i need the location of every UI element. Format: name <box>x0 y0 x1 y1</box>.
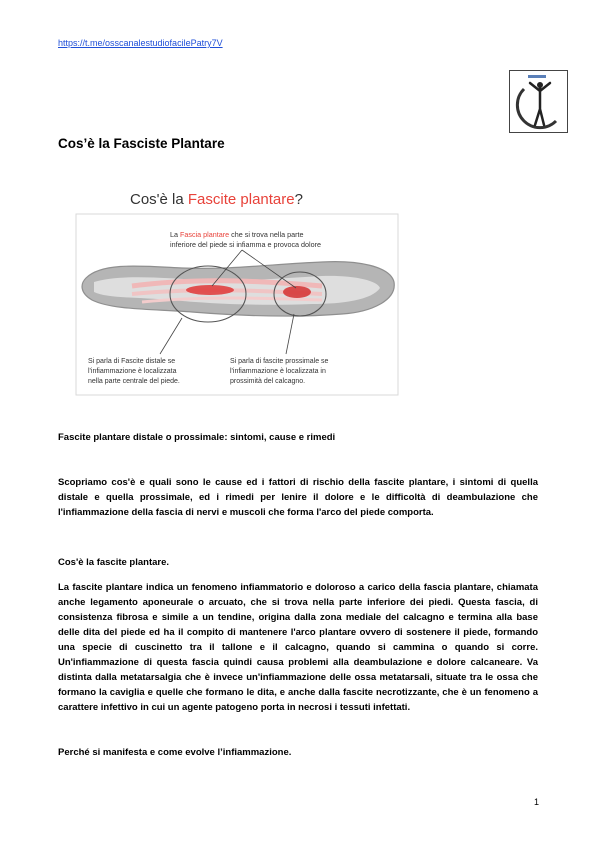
svg-text:Cos'è la Fascite plantare? <box>130 191 303 208</box>
section-heading-why: Perché si manifesta e come evolve l’infiammazione. <box>58 747 292 758</box>
section-heading-what-is: Cos'è la fascite plantare. <box>58 557 170 568</box>
subtitle: Fascite plantare distale o prossimale: sintomi, cause e rimedi <box>58 432 336 443</box>
callout-top-suffix: che si trova nella parte <box>229 230 304 239</box>
callout-right-line3: prossimità del calcagno. <box>230 378 306 385</box>
figure-heading-highlight: Fascite plantare <box>187 191 295 208</box>
figure-heading-prefix: Cos'è la <box>130 191 188 208</box>
logo-image <box>509 70 568 133</box>
callout-top-line2: inferiore del piede si infiamma e provoca dolore <box>170 240 322 249</box>
definition-paragraph: La fascite plantare indica un fenomeno infiammatorio e doloroso a carico della fascia plantare, chiamata anche legamento aponeurale o arcuato, che si trova nella parte inferiore dei piedi. Questa fascia, di consistenza fibrosa e simile a un tendine, origina dalla zona mediale del calcagno e termina alla base delle dita del piede ed ha il compito di mantenere l'arco plantare ovvero di sostenere il piede, formando una specie di cuscinetto tra il tallone e il calcagno, quando si cammina o quando si corre. Un'infiammazione di questa fascia quindi causa problemi alla deambulazione e dolore calcaneare. Va distinta dalla metatarsalgia che è invece un'infiammazione delle ossa metatarsali, situate tra le ossa che formano la caviglia e quelle che formano le dita, e anche dalla fascite necrotizzante, che è un fenomeno a carattere infettivo in cui un agente patogeno porta in necrosi i tessuti infettati. <box>58 582 538 713</box>
page-title: Cos’è la Fasciste Plantare <box>58 136 225 151</box>
page-number: 1 <box>534 797 540 807</box>
callout-left-line3: nella parte centrale del piede. <box>88 378 180 385</box>
plantar-fasciitis-diagram <box>72 182 403 398</box>
telegram-link[interactable]: https://t.me/osscanalestudiofacilePatry7V <box>58 38 223 48</box>
callout-left-line2: l'infiammazione è localizzata <box>88 368 177 375</box>
callout-right-line2: l'infiammazione è localizzata in <box>230 368 326 375</box>
intro-paragraph: Scopriamo cos'è e quali sono le cause ed i fattori di rischio della fascite plantare, i sintomi di quella distale e quella prossimale, ed i rimedi per lenire il dolore e le difficoltà di deambulazione che l'infiammazione della fascia di nervi e muscoli che forma l'arco del piede comporta. <box>58 477 538 518</box>
callout-left-line1: Si parla di Fascite distale se <box>88 358 176 365</box>
callout-right-line1: Si parla di fascite prossimale se <box>230 358 329 365</box>
figure-heading-suffix: ? <box>294 191 303 208</box>
callout-top-highlight: Fascia plantare <box>180 230 230 239</box>
svg-text:La Fascia plantare che si trov <box>170 230 303 239</box>
callout-top-prefix: La <box>170 230 180 239</box>
